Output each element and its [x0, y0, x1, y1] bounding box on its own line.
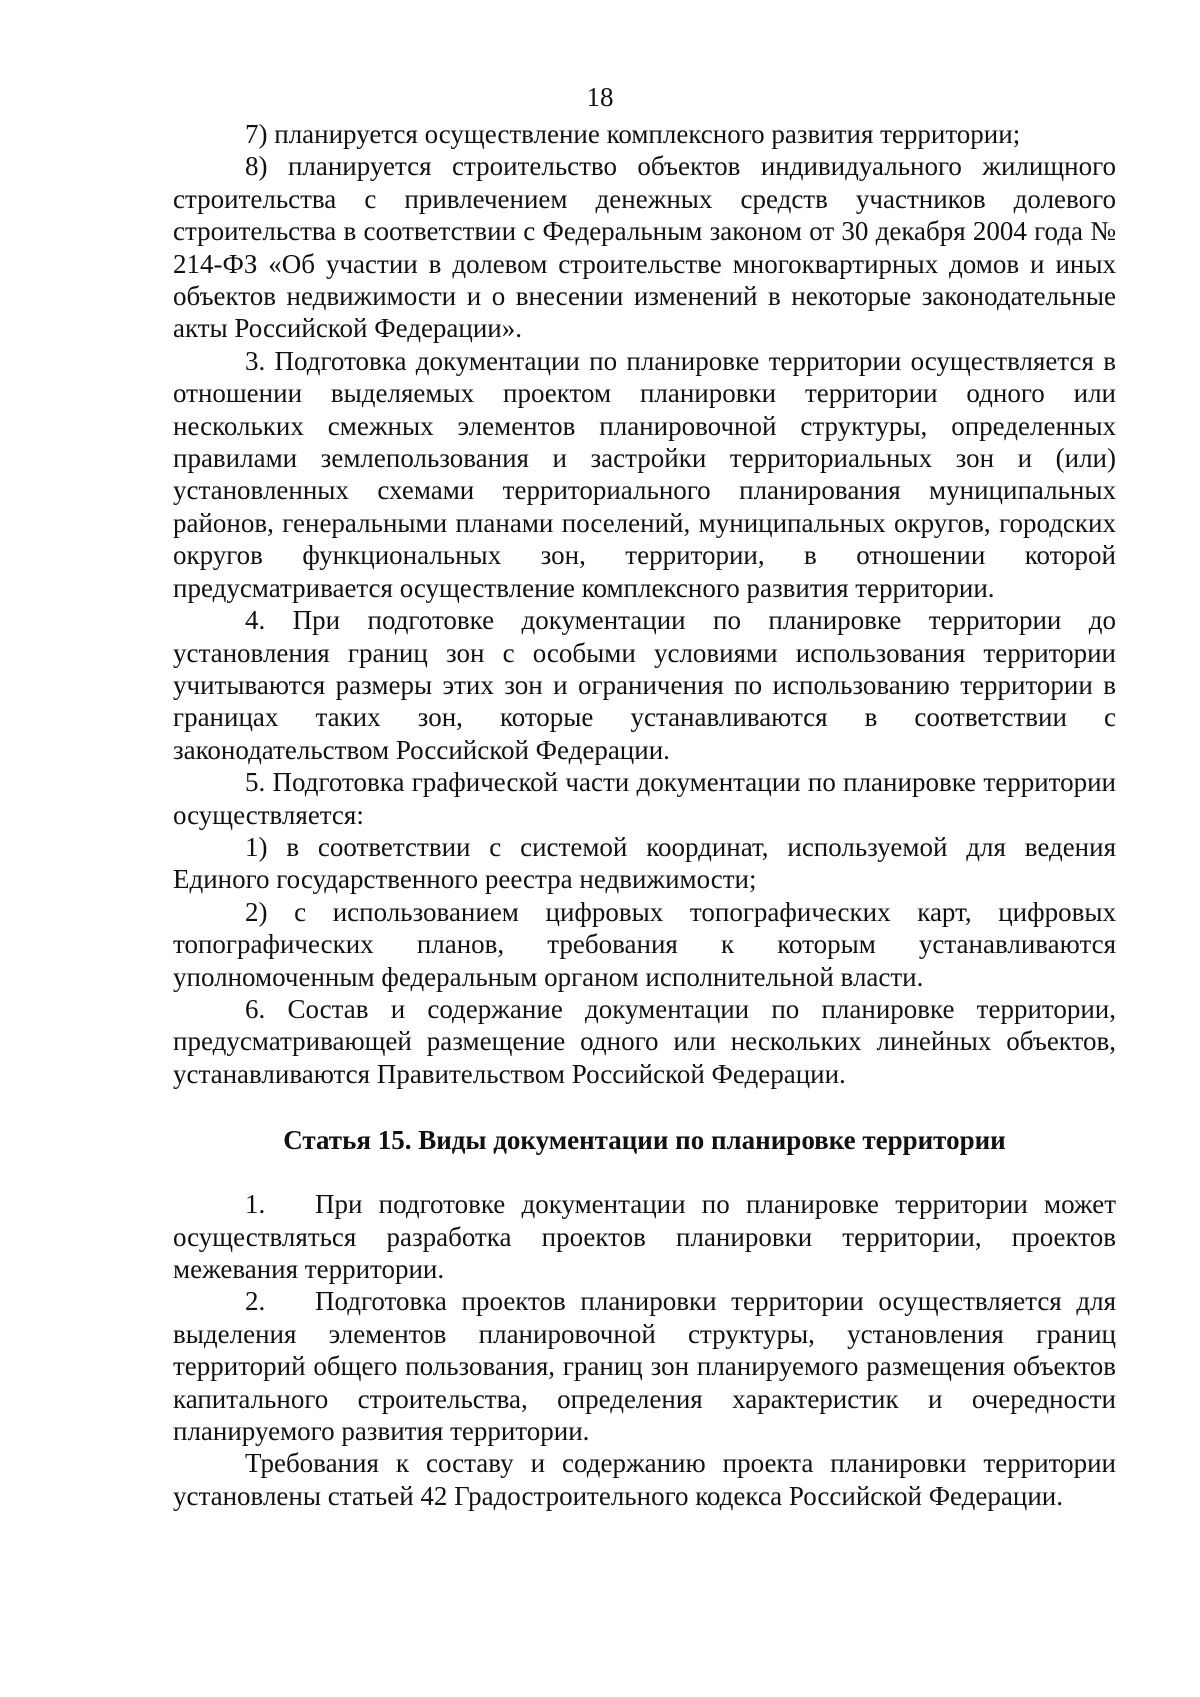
paragraph-5-item-1: 1) в соответствии с системой координат, используемой для ведения Единого государственного реестра недвижимости;	[173, 831, 1116, 895]
paragraph-6: 6. Состав и содержание документации по планировке территории, предусматривающей размещение одного или нескольких линейных объектов, устанавливаются Правительством Российской Федерации.	[173, 993, 1116, 1089]
page-number: 18	[586, 82, 614, 112]
paragraph-item-7: 7) планируется осуществление комплексного развития территории;	[245, 119, 1021, 149]
paragraph-item-8: 8) планируется строительство объектов индивидуального жилищного строительства с привлечением денежных средств участников долевого строительства в соответствии с Федеральным законом от 30 декабря 2004 года № 214-ФЗ «Об участии в долевом строительстве многоквартирных домов и иных объектов недвижимости и о внесении изменений в некоторые законодательные акты Российской Федерации».	[173, 151, 1116, 344]
article-paragraph-1	[173, 1188, 1116, 1285]
article-paragraph-1-text: При подготовке документации по планировке территории может осуществляться разработка проектов планировки территории, проектов межевания территории.	[173, 1189, 1116, 1284]
article-paragraph-2-number: 2.	[245, 1286, 266, 1317]
article-paragraph-2-text: Подготовка проектов планировки территории осуществляется для выделения элементов планировочной структуры, установления границ территорий общего пользования, границ зон планируемого размещения объектов капитального строительства, определения характеристик и очередности планируемого развития территории.	[173, 1286, 1116, 1447]
paragraph-5: 5. Подготовка графической части документации по планировке территории осуществляется:	[173, 767, 1116, 830]
document-body	[173, 118, 1116, 1512]
closing-paragraph: Требования к составу и содержанию проекта планировки территории установлены статьей 42 Градостроительного кодекса Российской Федерации.	[173, 1448, 1116, 1511]
article-heading: Статья 15. Виды документации по планировке территории	[283, 1125, 1006, 1156]
paragraph-4: 4. При подготовке документации по планировке территории до установления границ зон с особыми условиями использования территории учитываются размеры этих зон и ограничения по использованию территории в границах таких зон, которые устанавливаются в соответствии с законодательством Российской Федерации.	[173, 605, 1116, 765]
paragraph-5-item-2: 2) с использованием цифровых топографических карт, цифровых топографических планов, требования к которым устанавливаются уполномоченным федеральным органом исполнительной власти.	[173, 896, 1116, 992]
paragraph-3: 3. Подготовка документации по планировке территории осуществляется в отношении выделяемых проектом планировки территории одного или нескольких смежных элементов планировочной структуры, определенных правилами землепользования и застройки территориальных зон и (или) установленных схемами территориального планирования муниципальных районов, генеральными планами поселений, муниципальных округов, городских округов функциональных зон, территории, в отношении которой предусматривается осуществление комплексного развития территории.	[173, 345, 1116, 603]
article-paragraph-1-number: 1.	[245, 1189, 266, 1220]
article-paragraph-2	[173, 1285, 1116, 1447]
